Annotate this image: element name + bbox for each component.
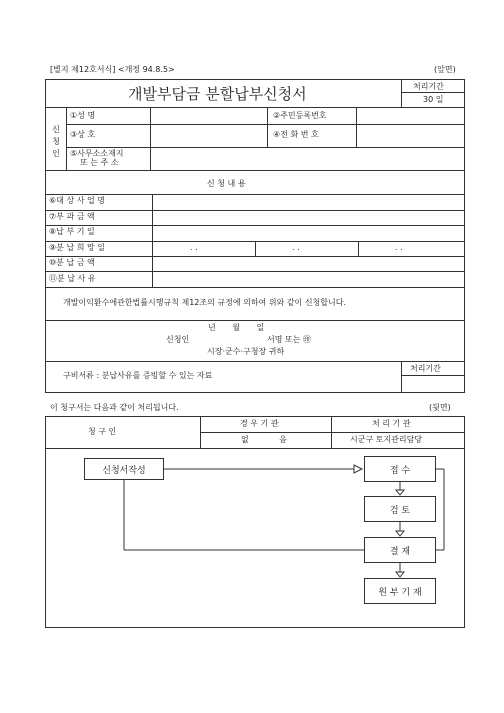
date-dots-1: . . bbox=[190, 243, 198, 252]
resident-number-label: ②주민등록번호 bbox=[273, 111, 327, 120]
installment-reason-label: ⑪분 납 사 유 bbox=[49, 274, 96, 283]
col-via-agency: 경 우 기 관 bbox=[240, 419, 279, 428]
back-side-label: (뒷면) bbox=[429, 403, 451, 412]
levy-amount-label: ⑦부 과 금 액 bbox=[49, 212, 95, 221]
col-processing-value: 시군구 토지관리담당 bbox=[350, 435, 423, 444]
front-side-label: (앞면) bbox=[434, 65, 456, 74]
col-via-value: 없 음 bbox=[241, 435, 287, 444]
date-line: 년 월 일 bbox=[208, 323, 265, 332]
date-dots-3: . . bbox=[395, 243, 403, 252]
attachment-text: 구비서류 : 분납사유를 증빙할 수 있는 자료 bbox=[63, 371, 213, 380]
due-date-label: ⑧납 부 기 일 bbox=[49, 227, 95, 236]
applicant-label: 신 청 인 bbox=[52, 125, 60, 158]
project-name-label: ⑥대 상 사 업 명 bbox=[49, 196, 105, 205]
step-approve: 결 재 bbox=[364, 537, 436, 563]
recipient-label: 시장·군수·구청장 귀하 bbox=[207, 347, 285, 356]
date-dots-2: . . bbox=[292, 243, 300, 252]
step-write-application: 신청서작성 bbox=[84, 458, 164, 480]
processing-period-value: 30 일 bbox=[423, 95, 444, 104]
phone-number-label: ④전 화 번 호 bbox=[273, 130, 319, 139]
col-applicant: 청 구 인 bbox=[88, 427, 117, 436]
form-title: 개발부담금 분할납부신청서 bbox=[128, 85, 307, 103]
installment-amount-label: ⑩분 납 금 액 bbox=[49, 258, 95, 267]
step-register: 원 부 기 재 bbox=[364, 578, 436, 604]
form-number-label: [별지 제12호서식] <개정 94.8.5> bbox=[50, 65, 175, 74]
process-intro: 이 청구서는 다음과 같이 처리됩니다. bbox=[50, 403, 179, 412]
address-label-line2: 또 는 주 소 bbox=[80, 158, 119, 167]
desired-date-label: ⑨분 납 희 망 일 bbox=[49, 243, 105, 252]
processing-period-label: 처리기간 bbox=[413, 82, 444, 91]
step-receive: 접 수 bbox=[364, 456, 436, 482]
statement-text: 개발이익환수에관한법률시행규칙 제12조의 규정에 의하여 위와 같이 신청합니다. bbox=[63, 298, 347, 307]
name-label: ①성 명 bbox=[70, 111, 96, 120]
signature-label: 서명 또는 ㊞ bbox=[267, 335, 311, 344]
processing-period-label-2: 처리기간 bbox=[410, 364, 441, 373]
col-processing-agency: 처 리 기 관 bbox=[372, 419, 411, 428]
address-label-line1: ⑤사무소소재지 bbox=[70, 149, 124, 158]
business-name-label: ③상 호 bbox=[70, 130, 96, 139]
step-review: 검 토 bbox=[364, 496, 436, 522]
applicant-sign-label: 신청인 bbox=[166, 335, 190, 344]
content-header: 신 청 내 용 bbox=[207, 179, 246, 188]
